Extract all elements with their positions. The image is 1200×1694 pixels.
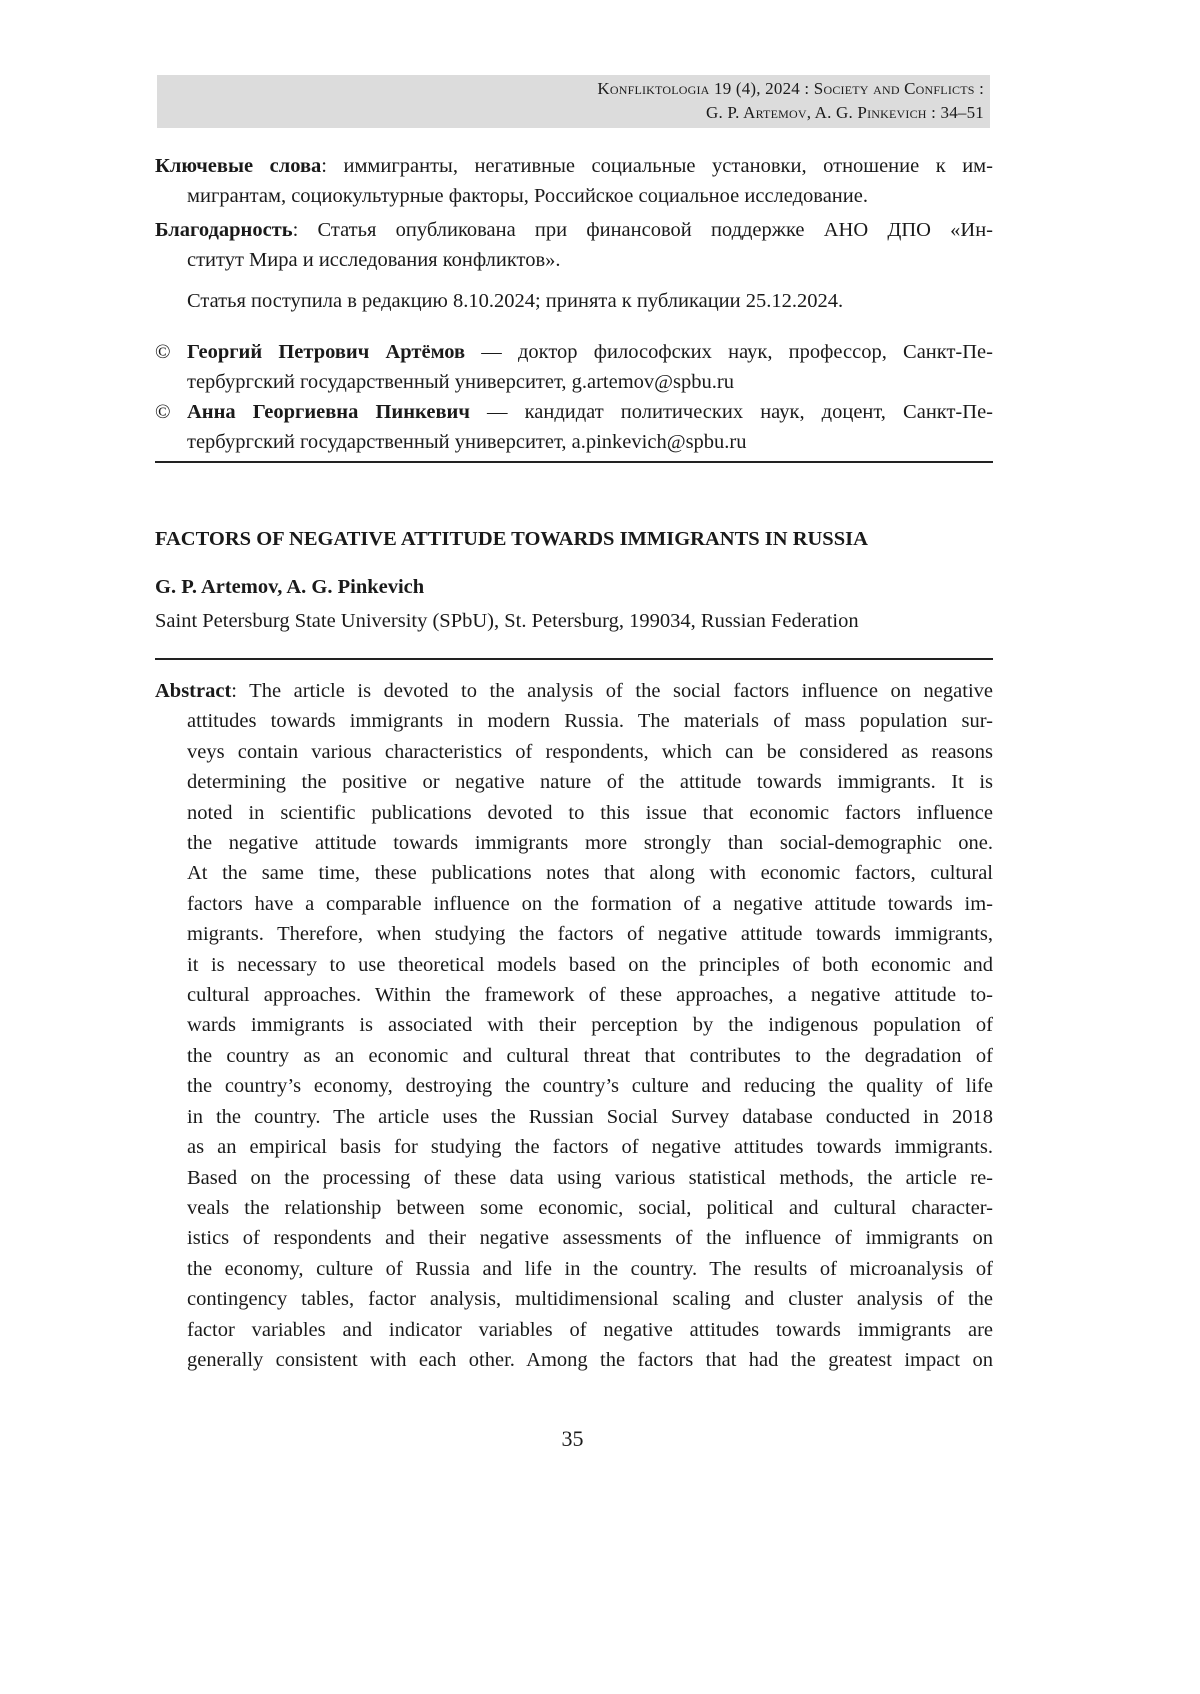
- article-citation: G. P. Artemov, A. G. Pinkevich : 34–51: [706, 103, 984, 123]
- journal-citation: Konfliktologia 19 (4), 2024 : Society and Conflicts :: [597, 79, 984, 99]
- author-name: Анна Георгиевна Пинкевич: [187, 401, 470, 423]
- author-affiliation[interactable]: тербургский государственный университет, a.pinkevich@spbu.ru: [155, 427, 993, 457]
- acknowledgement-label: Благодарность: [155, 219, 293, 241]
- keywords-label: Ключевые слова: [155, 155, 321, 177]
- page-number: 35: [0, 1426, 1145, 1452]
- received-date: Статья поступила в редакцию 8.10.2024; принята к публикации 25.12.2024.: [155, 286, 993, 316]
- author-affiliation[interactable]: тербургский государственный университет, g.artemov@spbu.ru: [155, 367, 993, 397]
- article-title: FACTORS OF NEGATIVE ATTITUDE TOWARDS IMMIGRANTS IN RUSSIA: [155, 528, 868, 551]
- article-authors: G. P. Artemov, A. G. Pinkevich: [155, 576, 424, 599]
- abstract-line: Based on the processing of these data using various statistical methods, the article re-: [155, 1163, 993, 1193]
- abstract-line: attitudes towards immigrants in modern Russia. The materials of mass population sur-: [155, 706, 993, 736]
- abstract-line: factors have a comparable influence on the formation of a negative attitude towards im-: [155, 889, 993, 919]
- abstract-line: At the same time, these publications notes that along with economic factors, cultural: [155, 858, 993, 888]
- abstract-line: wards immigrants is associated with their perception by the indigenous population of: [155, 1010, 993, 1040]
- copyright-icon: ©: [155, 397, 187, 427]
- acknowledgement-ru: [155, 215, 993, 275]
- abstract-line: migrants. Therefore, when studying the factors of negative attitude towards immigrants,: [155, 919, 993, 949]
- abstract-line: generally consistent with each other. Among the factors that had the greatest impact on: [155, 1345, 993, 1375]
- abstract-line: noted in scientific publications devoted to this issue that economic factors influence: [155, 798, 993, 828]
- abstract-line: in the country. The article uses the Russian Social Survey database conducted in 2018: [155, 1102, 993, 1132]
- abstract-line: it is necessary to use theoretical models based on the principles of both economic and: [155, 950, 993, 980]
- abstract: Abstract: The article is devoted to the analysis of the social factors influence on negative attitudes towards immigrants in modern Russia. The materials of mass population sur- veys contain various characteristics of respondents, which can be considered as reasons determining the positive or negative nature of the attitude towards immigrants. It is noted in scientific publications devoted to this issue that economic factors influence the negative attitude towards immigrants more strongly than social-demographic one. At the same time, these publications notes that along with economic factors, cultural factors have a comparable influence on the formation of a negative attitude towards im- migrants. Therefore, when studying the factors of negative attitude towards immigrants, it is necessary to use theoretical models based on the principles of both economic and cultural approaches. Within the framework of these approaches, a negative attitude to- wards immigrants is associated with their perception by the indigenous population of the country as an economic and cultural threat that contributes to the degradation of the country’s economy, destroying the country’s culture and reducing the quality of life in the country. The article uses the Russian Social Survey database conducted in 2018 as an empirical basis for studying the factors of negative attitudes towards immigrants. Based on the processing of these data using various statistical methods, the article re- veals the relationship between some economic, social, political and cultural character- istics of respondents and their negative assessments of the influence of immigrants on the economy, culture of Russia and life in the country. The results of microanalysis of contingency tables, factor analysis, multidimensional scaling and cluster analysis of the factor variables and indicator variables of negative attitudes towards immigrants are generally consistent with each other. Among the factors that had the greatest impact on: [155, 676, 993, 1375]
- divider: [155, 461, 993, 463]
- keywords-text: : иммигранты, негативные социальные установки, отношение к им-: [321, 155, 993, 177]
- abstract-line: veals the relationship between some economic, social, political and cultural character-: [155, 1193, 993, 1223]
- keywords-text-cont: мигрантам, социокультурные факторы, Российское социальное исследование.: [155, 181, 993, 211]
- abstract-line: factor variables and indicator variables of negative attitudes towards immigrants are: [155, 1315, 993, 1345]
- abstract-line: the country’s economy, destroying the country’s culture and reducing the quality of life: [155, 1071, 993, 1101]
- abstract-line: istics of respondents and their negative assessments of the influence of immigrants on: [155, 1223, 993, 1253]
- author-ru-2: © Анна Георгиевна Пинкевич — кандидат политических наук, доцент, Санкт-Пе- тербургский государственный университет, a.pinkevich@spbu.ru: [155, 397, 993, 457]
- abstract-line: as an empirical basis for studying the factors of negative attitudes towards immigrants.: [155, 1132, 993, 1162]
- abstract-line: the country as an economic and cultural threat that contributes to the degradation of: [155, 1041, 993, 1071]
- abstract-line: determining the positive or negative nature of the attitude towards immigrants. It is: [155, 767, 993, 797]
- author-name: Георгий Петрович Артёмов: [187, 341, 465, 363]
- abstract-line: veys contain various characteristics of respondents, which can be considered as reasons: [155, 737, 993, 767]
- article-affiliation: Saint Petersburg State University (SPbU), St. Petersburg, 199034, Russian Federation: [155, 610, 859, 633]
- abstract-label: Abstract: [155, 680, 231, 702]
- acknowledgement-text: : Статья опубликована при финансовой поддержке АНО ДПО «Ин-: [293, 219, 993, 241]
- divider: [155, 658, 993, 660]
- abstract-line: contingency tables, factor analysis, multidimensional scaling and cluster analysis of the: [155, 1284, 993, 1314]
- abstract-line: the negative attitude towards immigrants more strongly than social-demographic one.: [155, 828, 993, 858]
- keywords-ru: [155, 151, 993, 211]
- author-ru-1: © Георгий Петрович Артёмов — доктор философских наук, профессор, Санкт-Пе- тербургский государственный университет, g.artemov@spbu.ru: [155, 337, 993, 397]
- acknowledgement-text-cont: ститут Мира и исследования конфликтов».: [155, 245, 993, 275]
- running-header: [157, 75, 990, 128]
- abstract-line: cultural approaches. Within the framework of these approaches, a negative attitude to-: [155, 980, 993, 1010]
- abstract-line: the economy, culture of Russia and life in the country. The results of microanalysis of: [155, 1254, 993, 1284]
- copyright-icon: ©: [155, 337, 187, 367]
